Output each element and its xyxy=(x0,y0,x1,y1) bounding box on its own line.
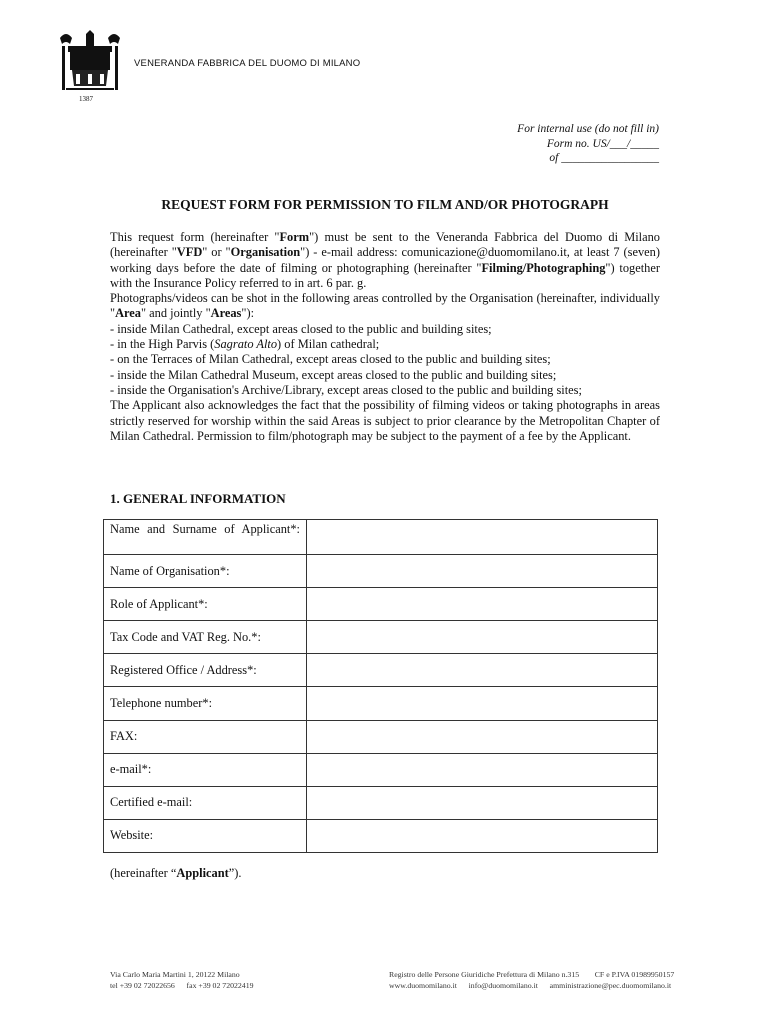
form-number: Form no. US/___/_____ xyxy=(546,137,659,150)
fax-field[interactable] xyxy=(307,720,658,753)
tax-code-field[interactable] xyxy=(307,621,658,654)
founding-year: 1387 xyxy=(79,95,93,103)
footer-line: www.duomomilano.it info@duomomilano.it amministrazione@pec.duomomilano.it xyxy=(389,981,672,990)
table-row xyxy=(104,520,658,555)
duomo-logo xyxy=(56,30,124,96)
footer-registry xyxy=(389,969,674,991)
table-row xyxy=(104,687,658,720)
field-label: Telephone number*: xyxy=(104,687,307,720)
table-row xyxy=(104,555,658,588)
field-label: FAX: xyxy=(104,720,307,753)
table-row xyxy=(104,654,658,687)
organisation-field[interactable] xyxy=(307,555,658,588)
intro-paragraph-1: This request form (hereinafter "Form") must be sent to the Veneranda Fabbrica del Duomo di Milano (hereinafter "VFD" or "Organisation") - e-mail address: comunicazione@duomomilano.it, at least 7 (seven) working days before the date of filming or photographing (hereinafter "Filming/Photographing") together with the Insurance Policy referred to in art. 6 par. g. xyxy=(110,230,660,290)
footer-line: Registro delle Persone Giuridiche Prefettura di Milano n.315 CF e P.IVA 01989950157 xyxy=(389,970,675,979)
certified-email-field[interactable] xyxy=(307,786,658,819)
intro-paragraph-3: The Applicant also acknowledges the fact that the possibility of filming videos or taking photographs in areas strictly reserved for worship within the said Areas is subject to prior clearance by the Metropolitan Chapter of Milan Cathedral. Permission to film/photograph may be subject to the payment of a fee by the Applicant. xyxy=(110,398,660,443)
field-label: Name of Organisation*: xyxy=(104,555,307,588)
intro-text xyxy=(110,230,660,444)
area-item: - inside the Organisation's Archive/Library, except areas closed to the public and building sites; xyxy=(110,382,582,397)
table-row xyxy=(104,786,658,819)
table-row xyxy=(104,753,658,786)
field-label: Certified e-mail: xyxy=(104,786,307,819)
area-item: - on the Terraces of Milan Cathedral, except areas closed to the public and building sites; xyxy=(110,352,551,367)
area-item: - inside Milan Cathedral, except areas closed to the public and building sites; xyxy=(110,321,492,336)
page-title: REQUEST FORM FOR PERMISSION TO FILM AND/OR PHOTOGRAPH xyxy=(161,197,609,212)
area-item: - inside the Milan Cathedral Museum, except areas closed to the public and building sites; xyxy=(110,367,557,382)
footer-line: Via Carlo Maria Martini 1, 20122 Milano xyxy=(110,970,240,979)
internal-use-box xyxy=(517,122,659,166)
intro-paragraph-2: Photographs/videos can be shot in the following areas controlled by the Organisation (hereinafter, individually "Area" and jointly "Areas"): xyxy=(110,291,660,321)
role-field[interactable] xyxy=(307,588,658,621)
field-label: Registered Office / Address*: xyxy=(104,654,307,687)
website-field[interactable] xyxy=(307,819,658,852)
footer-address xyxy=(110,969,254,991)
table-row xyxy=(104,588,658,621)
field-label: Website: xyxy=(104,819,307,852)
general-info-table xyxy=(103,519,658,853)
email-field[interactable] xyxy=(307,753,658,786)
section-heading: 1. GENERAL INFORMATION xyxy=(110,491,286,506)
internal-use-label: For internal use (do not fill in) xyxy=(517,123,659,135)
field-label: e-mail*: xyxy=(104,753,307,786)
address-field[interactable] xyxy=(307,654,658,687)
field-label: Name and Surname of Applicant*: xyxy=(104,520,307,555)
table-row xyxy=(104,819,658,852)
area-item: - in the High Parvis (Sagrato Alto) of Milan cathedral; xyxy=(110,337,380,352)
table-row xyxy=(104,720,658,753)
applicant-note: (hereinafter “Applicant”). xyxy=(110,866,242,880)
telephone-field[interactable] xyxy=(307,687,658,720)
applicant-name-field[interactable] xyxy=(307,520,658,555)
table-row xyxy=(104,621,658,654)
field-label: Role of Applicant*: xyxy=(104,588,307,621)
footer-line: tel +39 02 72022656 fax +39 02 72022419 xyxy=(110,981,254,990)
form-of: of _________________ xyxy=(549,152,659,164)
field-label: Tax Code and VAT Reg. No.*: xyxy=(104,621,307,654)
organisation-name: VENERANDA FABBRICA DEL DUOMO DI MILANO xyxy=(134,58,361,69)
